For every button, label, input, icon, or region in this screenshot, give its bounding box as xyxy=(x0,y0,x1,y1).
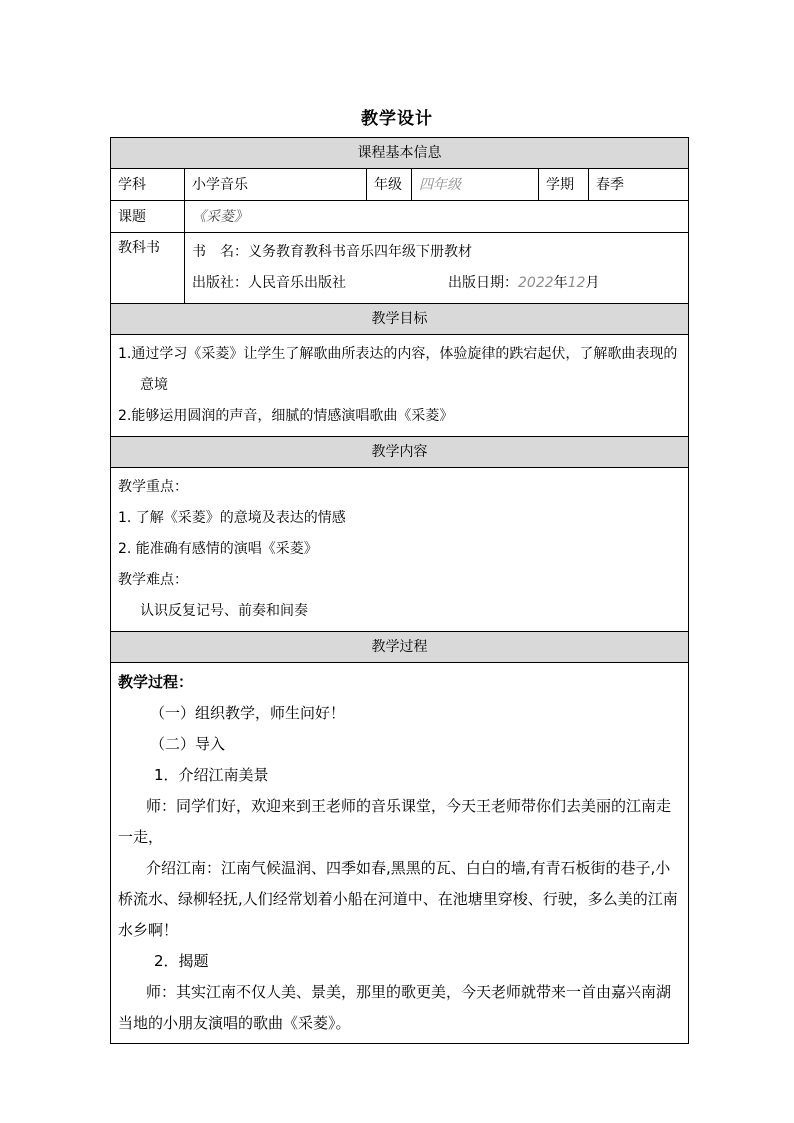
month-char: 月 xyxy=(585,275,600,291)
section-row-content xyxy=(111,437,689,468)
term-value: 春季 xyxy=(589,169,689,201)
content-cell xyxy=(111,468,689,632)
section-header-process: 教学过程 xyxy=(111,632,689,663)
difficulty-label: 教学难点： xyxy=(118,572,188,588)
publisher-label: 出版社： xyxy=(192,275,248,291)
document-title: 教学设计 xyxy=(361,109,433,129)
objective-1-line-2: 意境 xyxy=(140,377,168,393)
book-name-line xyxy=(192,237,681,268)
topic-value: 《采菱》 xyxy=(185,201,689,233)
objective-2: 2.能够运用圆润的声音，细腻的情感演唱歌曲《采菱》 xyxy=(118,408,454,424)
process-step-2: （二）导入 xyxy=(150,735,226,753)
process-cell xyxy=(111,663,689,1044)
process-sub-2: 2．揭题 xyxy=(154,952,209,970)
grade-value: 四年级 xyxy=(412,169,539,201)
objective-1-line-1: 1.通过学习《采菱》让学生了解歌曲所表达的内容，体验旋律的跌宕起伏，了解歌曲表现的 xyxy=(118,346,678,362)
key-point-1: 1. 了解《采菱》的意境及表达的情感 xyxy=(118,510,346,526)
process-teacher-1: 师：同学们好，欢迎来到王老师的音乐课堂，今天王老师带你们去美丽的江南走一走， xyxy=(118,797,672,846)
key-points-label: 教学重点： xyxy=(118,479,188,495)
pub-date-label: 出版日期： xyxy=(448,275,518,291)
difficulty-text: 认识反复记号、前奏和间奏 xyxy=(140,603,308,619)
section-header-objectives: 教学目标 xyxy=(111,304,689,335)
process-row xyxy=(111,663,689,1044)
pub-year: 2022 xyxy=(518,275,554,291)
key-point-2: 2. 能准确有感情的演唱《采菱》 xyxy=(118,541,318,557)
process-teacher-2: 师：其实江南不仅人美、景美，那里的歌更美，今天老师就带来一首由嘉兴南湖当地的小朋友演唱的歌曲《采菱》。 xyxy=(118,983,672,1032)
book-name-label: 书 名： xyxy=(192,244,248,260)
year-char: 年 xyxy=(553,275,568,291)
grade-label: 年级 xyxy=(367,169,412,201)
objectives-row xyxy=(111,335,689,437)
info-row-topic xyxy=(111,201,689,233)
info-row-subject xyxy=(111,169,689,201)
content-row xyxy=(111,468,689,632)
publisher-value: 人民音乐出版社 xyxy=(248,275,346,291)
book-name-value: 义务教育教科书音乐四年级下册教材 xyxy=(248,244,472,260)
publisher-line xyxy=(192,268,681,299)
pub-month: 12 xyxy=(567,275,586,291)
term-label: 学期 xyxy=(539,169,589,201)
topic-label: 课题 xyxy=(111,201,185,233)
subject-label: 学科 xyxy=(111,169,185,201)
section-header-basic-info: 课程基本信息 xyxy=(111,138,689,169)
section-header-content: 教学内容 xyxy=(111,437,689,468)
objectives-cell xyxy=(111,335,689,437)
process-sub-1: 1．介绍江南美景 xyxy=(154,766,269,784)
section-row-objectives xyxy=(111,304,689,335)
process-step-1: （一）组织教学，师生问好！ xyxy=(150,704,346,722)
lesson-plan-table xyxy=(110,137,689,1044)
process-intro: 介绍江南：江南气候温润、四季如春,黑黑的瓦、白白的墙,有青石板街的巷子,小桥流水、绿柳轻抚,人们经常划着小船在河道中、在池塘里穿梭、行驶，多么美的江南水乡啊！ xyxy=(118,859,678,939)
subject-value: 小学音乐 xyxy=(185,169,367,201)
process-heading: 教学过程： xyxy=(118,673,194,691)
section-row-process xyxy=(111,632,689,663)
textbook-details xyxy=(185,233,689,304)
pub-date xyxy=(448,268,599,299)
textbook-label: 教科书 xyxy=(111,233,185,304)
info-row-textbook xyxy=(111,233,689,304)
section-row-basic-info xyxy=(111,138,689,169)
publisher-block xyxy=(192,268,448,299)
